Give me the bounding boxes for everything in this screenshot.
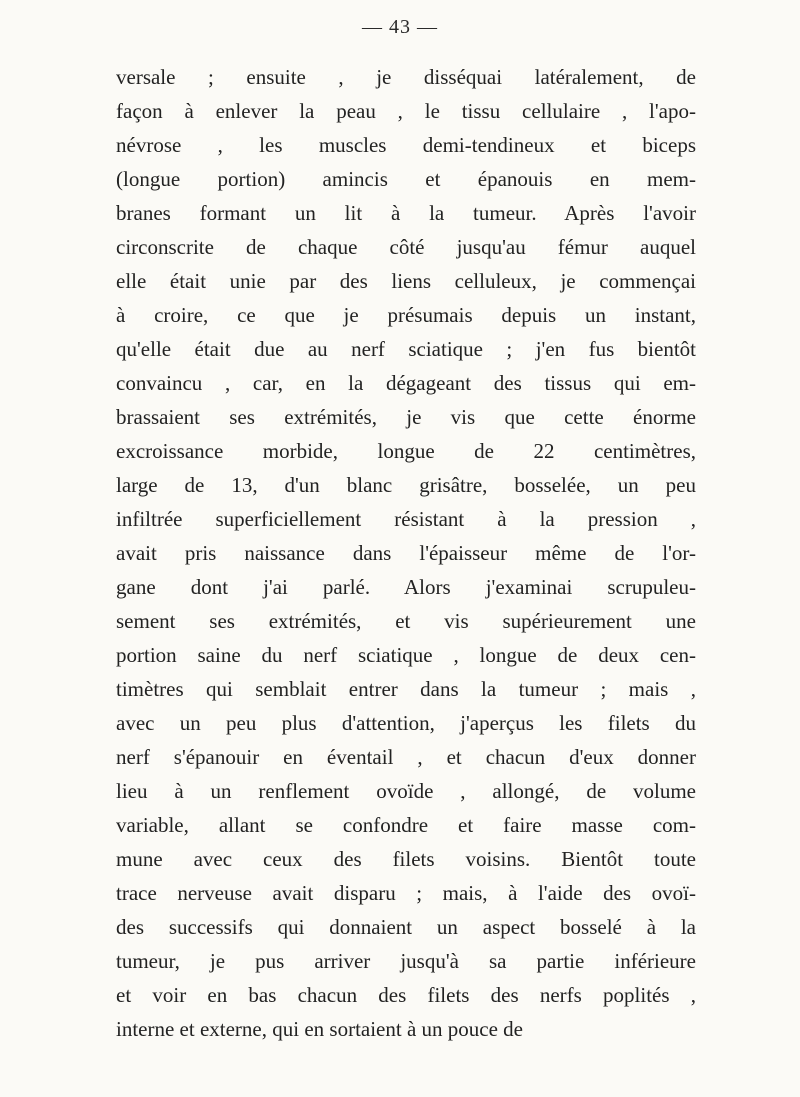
text-line: avait pris naissance dans l'épaisseur même de l'or- [116, 541, 696, 565]
text-line: façon à enlever la peau , le tissu cellulaire , l'apo- [116, 99, 696, 123]
text-line: névrose , les muscles demi-tendineux et biceps [116, 133, 696, 157]
text-line: convaincu , car, en la dégageant des tissus qui em- [116, 371, 696, 395]
text-line: sement ses extrémités, et vis supérieurement une [116, 609, 696, 633]
text-line: qu'elle était due au nerf sciatique ; j'en fus bientôt [116, 337, 696, 361]
text-line: infiltrée superficiellement résistant à la pression , [116, 507, 696, 531]
text-line: circonscrite de chaque côté jusqu'au fémur auquel [116, 235, 696, 259]
text-line: tumeur, je pus arriver jusqu'à sa partie inférieure [116, 949, 696, 973]
text-line: excroissance morbide, longue de 22 centimètres, [116, 439, 696, 463]
text-line: (longue portion) amincis et épanouis en mem- [116, 167, 696, 191]
text-line: variable, allant se confondre et faire masse com- [116, 813, 696, 837]
text-line: et voir en bas chacun des filets des nerfs poplités , [116, 983, 696, 1007]
text-line: branes formant un lit à la tumeur. Après l'avoir [116, 201, 696, 225]
page-number: — 43 — [362, 16, 438, 38]
text-line: portion saine du nerf sciatique , longue de deux cen- [116, 643, 696, 667]
text-line: large de 13, d'un blanc grisâtre, bosselée, un peu [116, 473, 696, 497]
text-line: trace nerveuse avait disparu ; mais, à l'aide des ovoï- [116, 881, 696, 905]
text-line: lieu à un renflement ovoïde , allongé, de volume [116, 779, 696, 803]
text-line: mune avec ceux des filets voisins. Bientôt toute [116, 847, 696, 871]
text-line: interne et externe, qui en sortaient à un pouce de [116, 1017, 523, 1041]
text-line: versale ; ensuite , je disséquai latéralement, de [116, 65, 696, 89]
text-line: gane dont j'ai parlé. Alors j'examinai scrupuleu- [116, 575, 696, 599]
text-line: des successifs qui donnaient un aspect bosselé à la [116, 915, 696, 939]
text-line: timètres qui semblait entrer dans la tumeur ; mais , [116, 677, 696, 701]
text-line: brassaient ses extrémités, je vis que cette énorme [116, 405, 696, 429]
text-line: à croire, ce que je présumais depuis un instant, [116, 303, 696, 327]
text-line: nerf s'épanouir en éventail , et chacun d'eux donner [116, 745, 696, 769]
text-line: avec un peu plus d'attention, j'aperçus les filets du [116, 711, 696, 735]
body-text [116, 60, 696, 1046]
text-line: elle était unie par des liens celluleux, je commençai [116, 269, 696, 293]
